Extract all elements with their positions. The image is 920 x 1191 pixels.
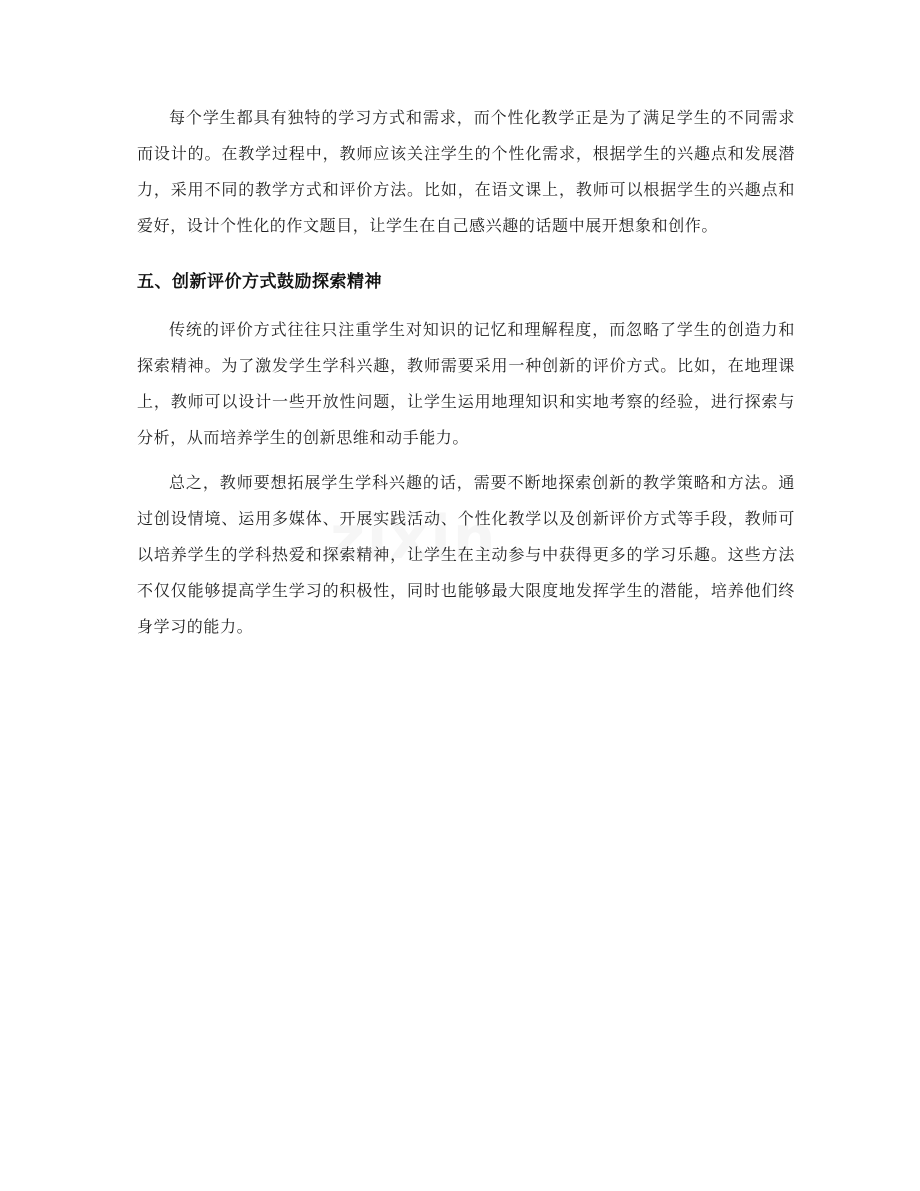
- paragraph-personalized-teaching: 每个学生都具有独特的学习方式和需求，而个性化教学正是为了满足学生的不同需求而设计的。在教学过程中，教师应该关注学生的个性化需求，根据学生的兴趣点和发展潜力，采用不同的教学方式和评价方法。比如，在语文课上，教师可以根据学生的兴趣点和爱好，设计个性化的作文题目，让学生在自己感兴趣的话题中展开想象和创作。: [137, 108, 795, 235]
- section-heading: 五、创新评价方式鼓励探索精神: [137, 272, 382, 292]
- paragraph-conclusion: 总之，教师要想拓展学生学科兴趣的话，需要不断地探索创新的教学策略和方法。通过创设情境、运用多媒体、开展实践活动、个性化教学以及创新评价方式等手段，教师可以培养学生的学科热爱和探索精神，让学生在主动参与中获得更多的学习乐趣。这些方法不仅仅能够提高学生学习的积极性，同时也能够最大限度地发挥学生的潜能，培养他们终身学习的能力。: [137, 473, 795, 636]
- document-page: [137, 100, 795, 645]
- paragraph-innovative-evaluation: 传统的评价方式往往只注重学生对知识的记忆和理解程度，而忽略了学生的创造力和探索精神。为了激发学生学科兴趣，教师需要采用一种创新的评价方式。比如，在地理课上，教师可以设计一些开放性问题，让学生运用地理知识和实地考察的经验，进行探索与分析，从而培养学生的创新思维和动手能力。: [137, 320, 795, 447]
